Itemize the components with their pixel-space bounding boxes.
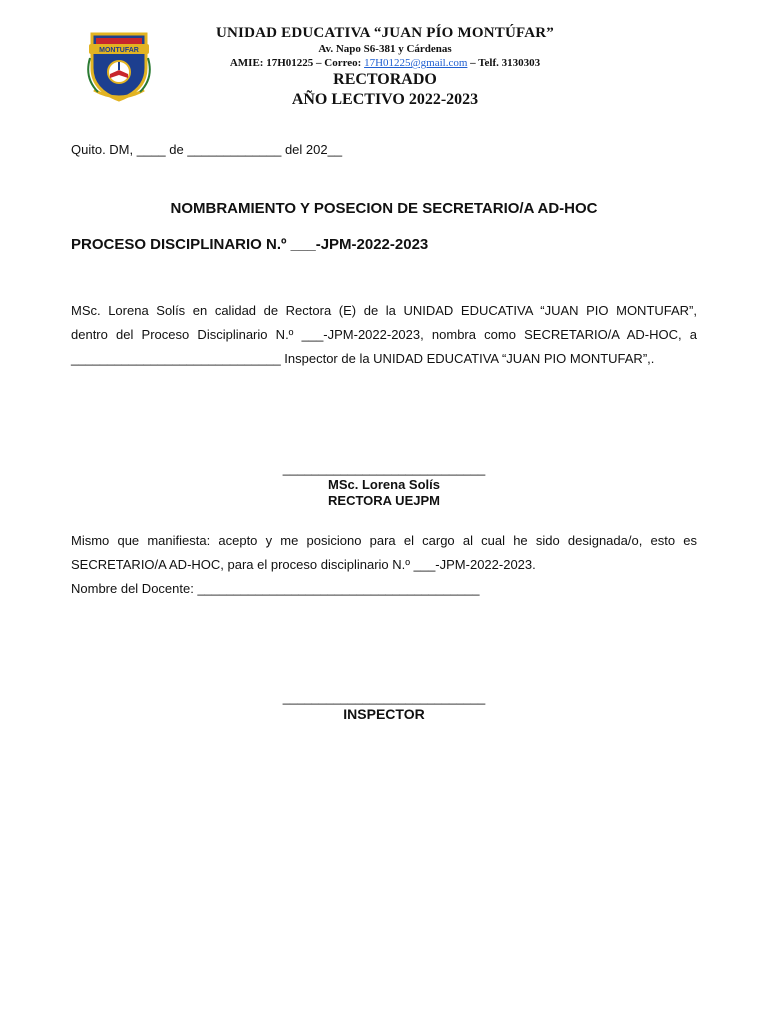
school-crest-logo [86,28,152,104]
email-link[interactable]: 17H01225@gmail.com [364,57,468,69]
paragraph-line: _____________________________ Inspector de la UNIDAD EDUCATIVA “JUAN PIO MONTUFAR”,. [71,351,655,366]
inspector-signature-block [0,690,768,722]
process-number: PROCESO DISCIPLINARIO N.º ___-JPM-2022-2023 [71,236,429,253]
paragraph-line: dentro del Proceso Disciplinario N.º ___-JPM-2022-2023, nombra como SECRETARIO/A AD-HOC, a [71,327,697,342]
contact-prefix: AMIE: 17H01225 – Correo: [229,57,365,69]
contact-suffix: – Telf. 3130303 [467,57,541,69]
school-contact [170,57,600,69]
signer-name: MSc. Lorena Solís [328,477,440,492]
signature-line: ____________________________ [282,461,486,476]
office-heading: RECTORADO [333,71,437,88]
paragraph-line: SECRETARIO/A AD-HOC, para el proceso disciplinario N.º ___-JPM-2022-2023. [71,557,536,572]
signer-role: INSPECTOR [343,706,425,722]
signature-line: ____________________________ [282,690,486,705]
school-year-heading: AÑO LECTIVO 2022-2023 [291,91,479,108]
teacher-name-line: Nombre del Docente: _______________________________________ [71,581,480,596]
rector-signature-block [0,461,768,509]
acceptance-paragraph [71,529,697,601]
school-address: Av. Napo S6-381 y Cárdenas [318,43,452,55]
crest-banner-text: MONTUFAR [99,47,139,54]
paragraph-line: MSc. Lorena Solís en calidad de Rectora (E) de la UNIDAD EDUCATIVA “JUAN PIO MONTUFAR”, [71,303,697,318]
date-line: Quito. DM, ____ de _____________ del 202__ [71,142,343,157]
document-title: NOMBRAMIENTO Y POSECION DE SECRETARIO/A AD-HOC [170,200,598,217]
appointment-paragraph [71,299,697,371]
school-name: UNIDAD EDUCATIVA “JUAN PÍO MONTÚFAR” [215,25,555,41]
signer-role: RECTORA UEJPM [328,493,440,508]
paragraph-line: Mismo que manifiesta: acepto y me posiciono para el cargo al cual he sido designada/o, esto es [71,533,697,548]
